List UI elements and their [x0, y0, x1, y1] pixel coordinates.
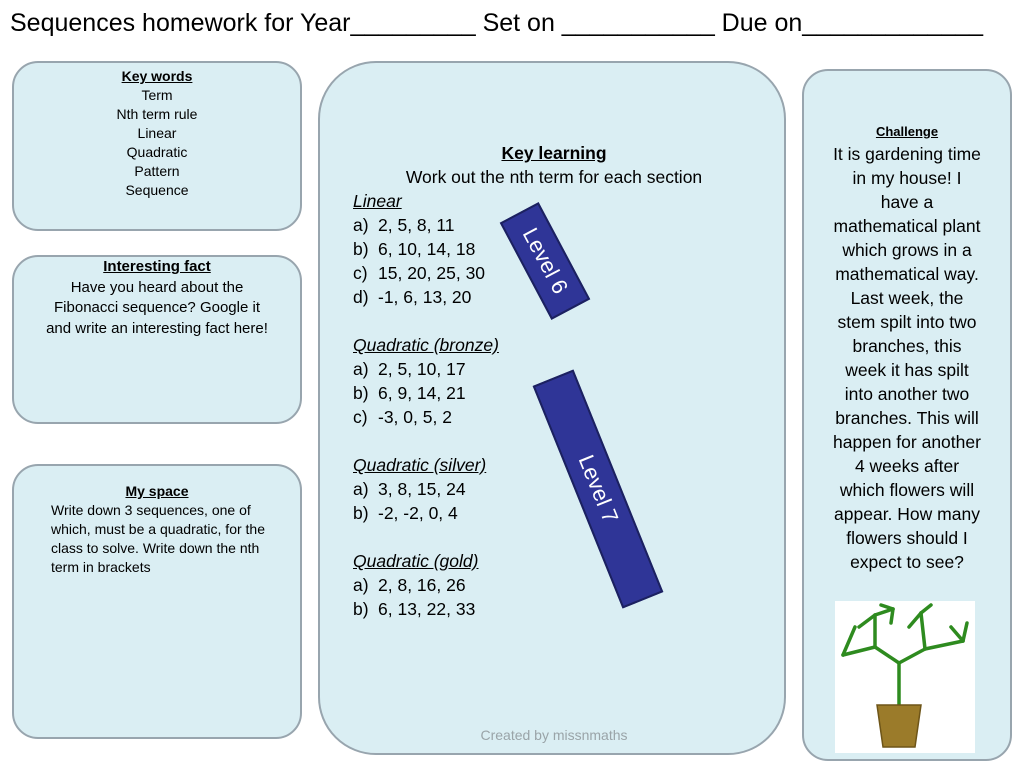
key-word-item: Pattern — [134, 163, 180, 179]
challenge-line: mathematical plant — [833, 216, 981, 236]
section-title-bronze: Quadratic (bronze) — [353, 335, 499, 355]
challenge-text — [804, 142, 1010, 574]
sequence-item: a) 2, 5, 10, 17 — [353, 359, 466, 379]
key-learning-instruction: Work out the nth term for each section — [405, 167, 703, 187]
level-7-banner: Level 7 — [533, 369, 664, 608]
challenge-box — [802, 69, 1012, 761]
interesting-fact-line: and write an interesting fact here! — [46, 319, 268, 337]
challenge-heading: Challenge — [875, 124, 939, 139]
challenge-line: It is gardening time — [833, 144, 981, 164]
sequence-item: c) 15, 20, 25, 30 — [353, 263, 486, 283]
sequence-item: b) 6, 9, 14, 21 — [353, 383, 466, 403]
sequence-item: c) -3, 0, 5, 2 — [353, 407, 452, 427]
challenge-line: stem spilt into two — [837, 312, 977, 332]
sequence-item: a) 3, 8, 15, 24 — [353, 479, 466, 499]
challenge-line: mathematical way. — [835, 264, 979, 284]
key-learning-heading: Key learning — [501, 143, 607, 163]
interesting-fact-line: Fibonacci sequence? Google it — [54, 299, 260, 316]
key-words-box — [12, 61, 302, 231]
challenge-line: week it has spilt — [845, 360, 969, 380]
sequence-item: b) -2, -2, 0, 4 — [353, 503, 458, 523]
challenge-line: flowers should I — [846, 528, 968, 548]
challenge-line: branches, this — [852, 336, 962, 356]
section-title-linear: Linear — [353, 191, 402, 211]
key-word-item: Sequence — [125, 182, 189, 198]
level-6-banner: Level 6 — [500, 202, 590, 320]
challenge-line: expect to see? — [850, 552, 964, 572]
my-space-line: term in brackets — [51, 559, 151, 575]
challenge-line: which flowers will — [839, 480, 975, 500]
key-word-item: Quadratic — [126, 144, 188, 160]
my-space-heading: My space — [125, 483, 189, 499]
my-space-line: Write down 3 sequences, one of — [51, 502, 251, 518]
key-learning-header — [320, 141, 788, 189]
section-title-gold: Quadratic (gold) — [353, 551, 479, 571]
credit-footer: Created by missnmaths — [480, 727, 628, 743]
challenge-line: happen for another — [833, 432, 981, 452]
page-title: Sequences homework for Year_________ Set on ___________ Due on_____________ — [10, 9, 984, 37]
challenge-line: branches. This will — [835, 408, 979, 428]
interesting-fact-heading: Interesting fact — [103, 258, 211, 275]
challenge-line: Last week, the — [850, 288, 964, 308]
my-space-box — [12, 464, 302, 739]
my-space-line: class to solve. Write down the nth — [51, 540, 260, 556]
section-title-silver: Quadratic (silver) — [353, 455, 487, 475]
interesting-fact-line: Have you heard about the — [70, 278, 244, 296]
sequence-item: a) 2, 5, 8, 11 — [353, 215, 455, 235]
key-word-item: Linear — [137, 125, 177, 141]
challenge-line: have a — [880, 192, 934, 212]
challenge-line: into another two — [844, 384, 970, 404]
sequence-item: a) 2, 8, 16, 26 — [353, 575, 466, 595]
key-word-item: Nth term rule — [116, 106, 198, 122]
challenge-line: 4 weeks after — [854, 456, 960, 476]
plant-pot-icon — [835, 601, 975, 753]
challenge-line: appear. How many — [834, 504, 980, 524]
interesting-fact-box — [12, 255, 302, 424]
sequence-item: d) -1, 6, 13, 20 — [353, 287, 472, 307]
challenge-line: which grows in a — [842, 240, 972, 260]
my-space-line: which, must be a quadratic, for the — [51, 521, 265, 537]
sequence-item: b) 6, 13, 22, 33 — [353, 599, 476, 619]
key-words-heading: Key words — [121, 68, 193, 84]
key-word-item: Term — [141, 87, 173, 103]
plant-image — [835, 601, 975, 753]
challenge-line: in my house! I — [852, 168, 962, 188]
sequence-item: b) 6, 10, 14, 18 — [353, 239, 476, 259]
